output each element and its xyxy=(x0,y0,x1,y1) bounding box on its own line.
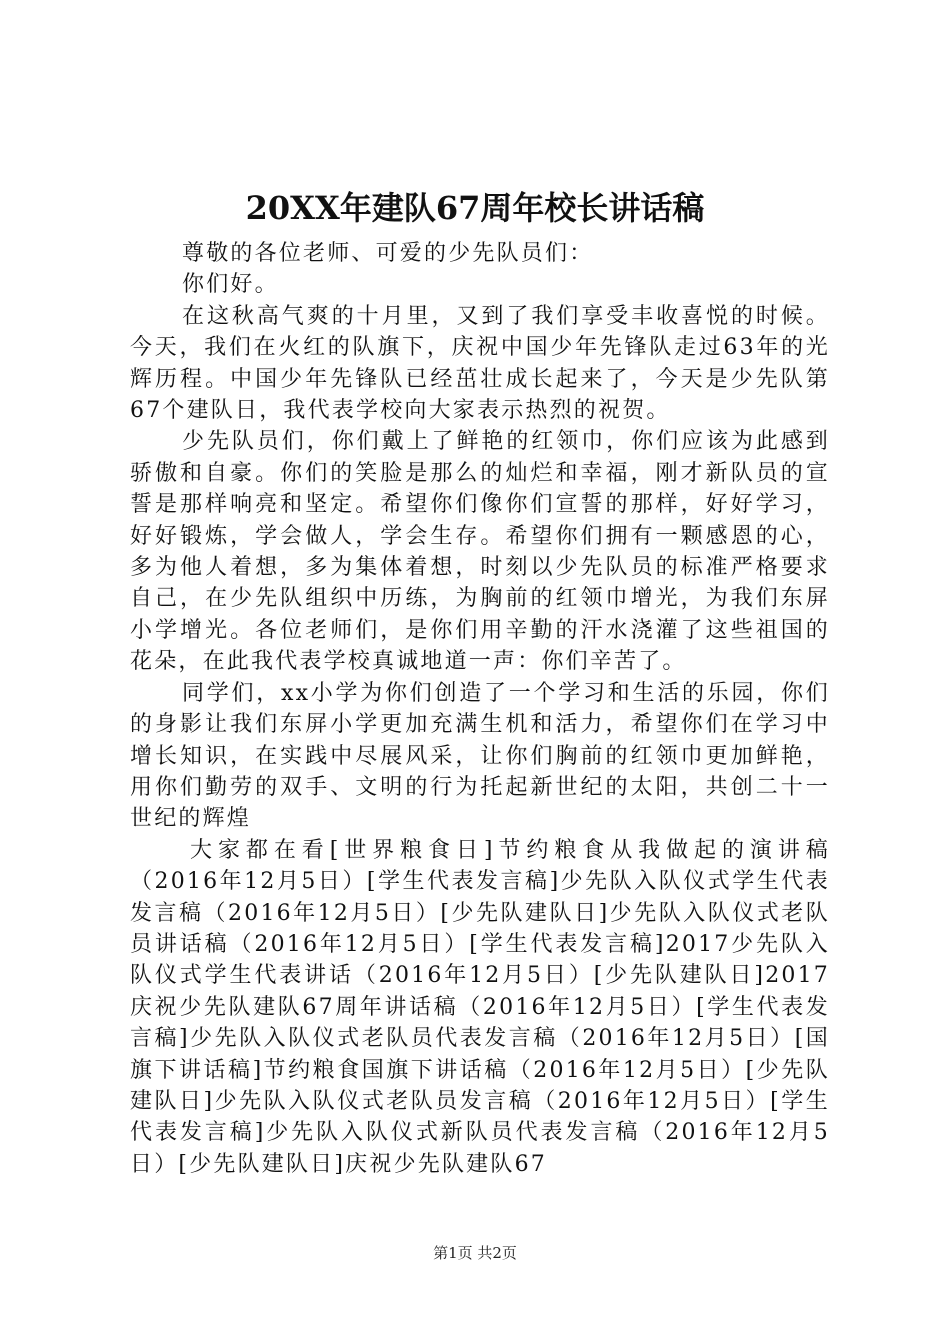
body-paragraph-3: 同学们，xx小学为你们创造了一个学习和生活的乐园，你们的身影让我们东屏小学更加充满生机和活力，希望你们在学习中增长知识，在实践中尽展风采，让你们胸前的红领巾更加鲜艳，用你们勤劳的双手、文明的行为托起新世纪的太阳，共创二十一世纪的辉煌 xyxy=(130,680,830,832)
related-articles-paragraph: 大家都在看[世界粮食日]节约粮食从我做起的演讲稿（2016年12月5日）[学生代表发言稿]少先队入队仪式学生代表发言稿（2016年12月5日）[少先队建队日]少先队入队仪式老队员讲话稿（2016年12月5日）[学生代表发言稿]2017少先队入队仪式学生代表讲话（2016年12月5日）[少先队建队日]2017庆祝少先队建队67周年讲话稿（2016年12月5日）[学生代表发言稿]少先队入队仪式老队员代表发言稿（2016年12月5日）[国旗下讲话稿]节约粮食国旗下讲话稿（2016年12月5日）[少先队建队日]少先队入队仪式老队员发言稿（2016年12月5日）[学生代表发言稿]少先队入队仪式新队员代表发言稿（2016年12月5日）[少先队建队日]庆祝少先队建队67 xyxy=(130,837,830,1177)
salutation-paragraph: 尊敬的各位老师、可爱的少先队员们： xyxy=(182,241,594,266)
document-title: 20XX年建队67周年校长讲话稿 xyxy=(245,189,705,227)
greeting-paragraph: 你们好。 xyxy=(182,272,279,298)
document-body xyxy=(130,238,830,1180)
page-indicator: 第1页 共2页 xyxy=(433,1244,517,1262)
body-paragraph-1: 在这秋高气爽的十月里，又到了我们享受丰收喜悦的时候。今天，我们在火红的队旗下，庆祝中国少年先锋队走过63年的光辉历程。中国少年先锋队已经茁壮成长起来了，今天是少先队第67个建队日，我代表学校向大家表示热烈的祝贺。 xyxy=(130,303,830,424)
body-paragraph-2: 少先队员们，你们戴上了鲜艳的红领巾，你们应该为此感到骄傲和自豪。你们的笑脸是那么的灿烂和幸福，刚才新队员的宣誓是那样响亮和坚定。希望你们像你们宣誓的那样，好好学习，好好锻炼，学会做人，学会生存。希望你们拥有一颗感恩的心，多为他人着想，多为集体着想，时刻以少先队员的标准严格要求自己，在少先队组织中历练，为胸前的红领巾增光，为我们东屏小学增光。各位老师们，是你们用辛勤的汗水浇灌了这些祖国的花朵，在此我代表学校真诚地道一声：你们辛苦了。 xyxy=(130,429,830,675)
